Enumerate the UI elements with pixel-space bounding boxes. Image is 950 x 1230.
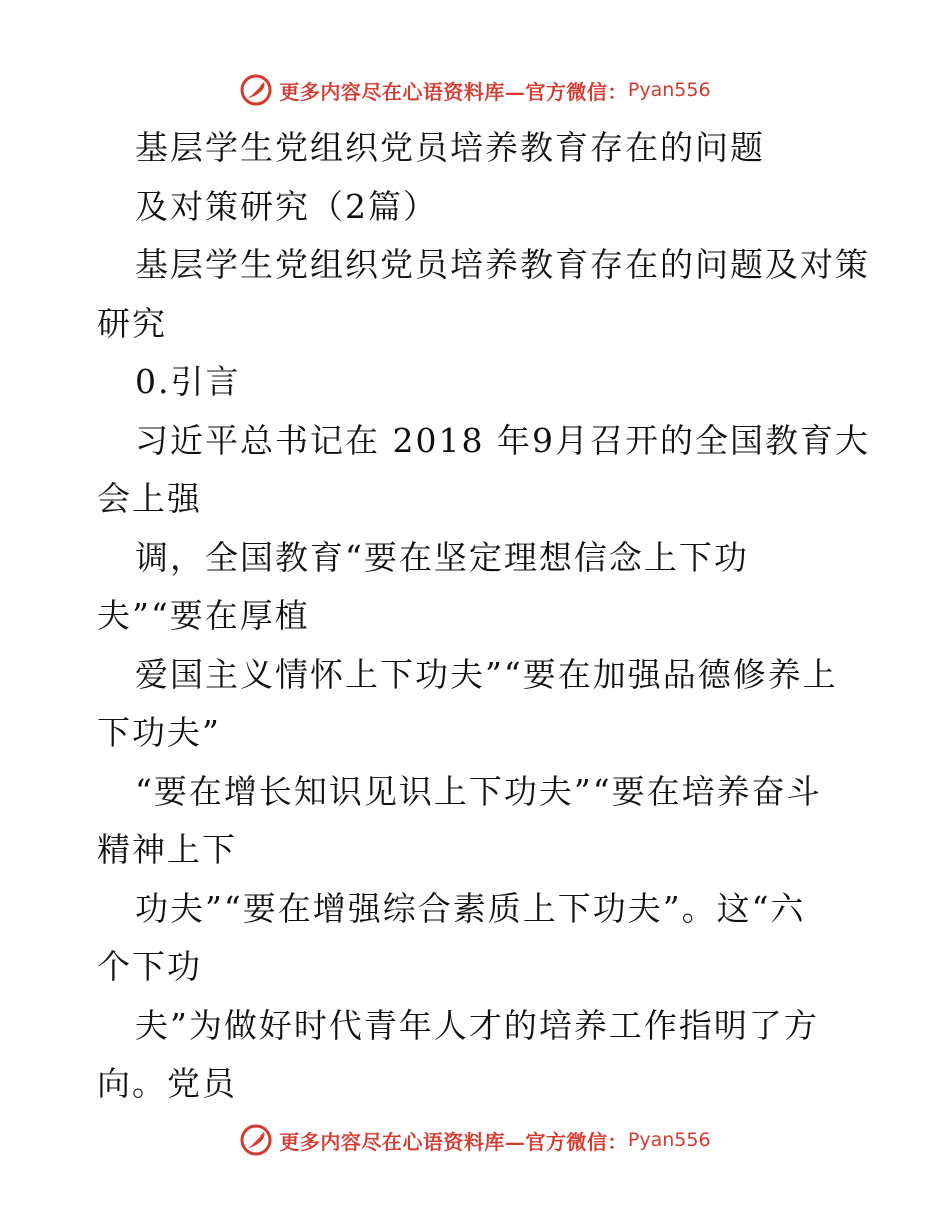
paragraph-line: 基层学生党组织党员培养教育存在的问题及对策 bbox=[135, 245, 870, 284]
footer-banner-contact: Pyan556 bbox=[627, 1129, 711, 1151]
paragraph-line: 习近平总书记在 2018 年9月召开的全国教育大 bbox=[135, 420, 870, 460]
paragraph-line: 爱国主义情怀上下功夫”“要在加强品德修养上 bbox=[135, 654, 838, 694]
section-heading: 0.引言 bbox=[135, 362, 241, 401]
paragraph-line: 夫”为做好时代青年人才的培养工作指明了方 bbox=[135, 1005, 819, 1045]
feather-circle-logo-icon bbox=[239, 73, 273, 107]
feather-circle-logo-icon bbox=[239, 1123, 273, 1157]
header-banner-contact: Pyan556 bbox=[627, 79, 711, 101]
paragraph-line: 下功夫” bbox=[97, 713, 221, 752]
paragraph-line: 个下功 bbox=[97, 947, 202, 986]
document-body bbox=[97, 119, 870, 1114]
paragraph-line: 夫”“要在厚植 bbox=[97, 596, 310, 635]
footer-banner bbox=[0, 1120, 950, 1160]
paragraph-line: 精神上下 bbox=[97, 830, 237, 869]
title-line-1: 基层学生党组织党员培养教育存在的问题 bbox=[135, 128, 765, 167]
header-banner bbox=[0, 70, 950, 110]
footer-banner-text: 更多内容尽在心语资料库—官方微信： bbox=[279, 1129, 628, 1154]
paragraph-line: 会上强 bbox=[97, 479, 202, 518]
paragraph-line: 调，全国教育“要在坚定理想信念上下功 bbox=[135, 537, 749, 577]
paragraph-line: 功夫”“要在增强综合素质上下功夫”。这“六 bbox=[135, 888, 806, 928]
paragraph-line: “要在增长知识见识上下功夫”“要在培养奋斗 bbox=[135, 771, 822, 811]
header-banner-text: 更多内容尽在心语资料库—官方微信： bbox=[279, 79, 628, 104]
paragraph-line: 研究 bbox=[97, 303, 167, 343]
title-line-2: 及对策研究（2篇） bbox=[135, 186, 438, 226]
paragraph-line: 向。党员 bbox=[97, 1064, 237, 1103]
